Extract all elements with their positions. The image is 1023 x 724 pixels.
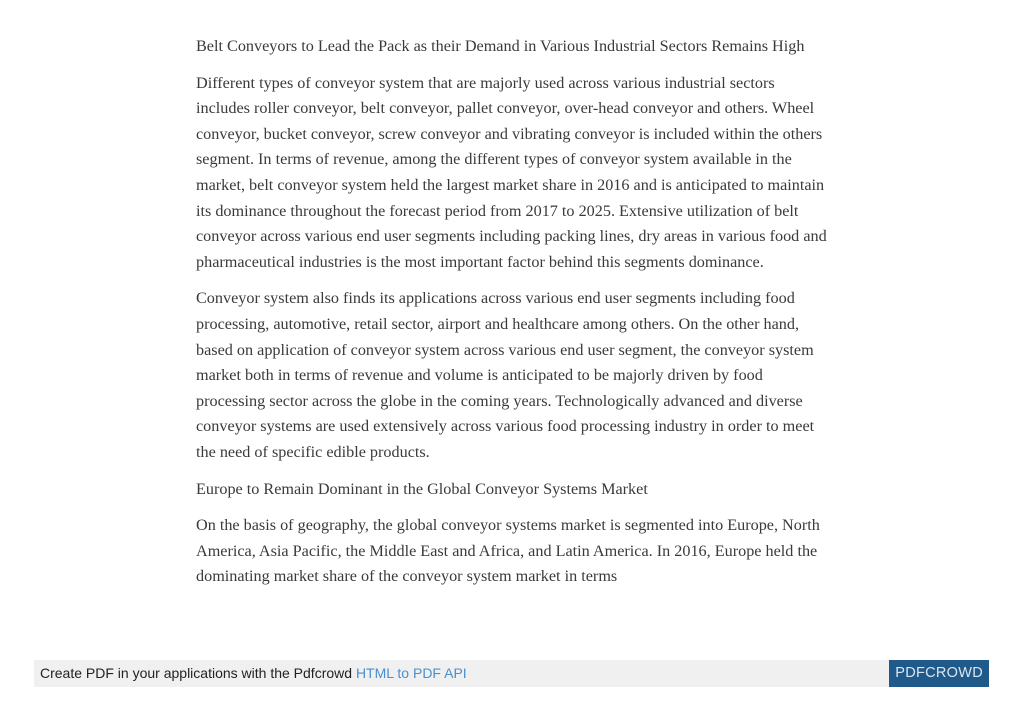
paragraph-geography: On the basis of geography, the global conveyor systems market is segmented into Europe, North America, Asia Pacific, the Middle East and Africa, and Latin America. In 2016, Europe held the dominating market share of the conveyor system market in terms	[196, 516, 820, 586]
footer-text	[40, 660, 467, 687]
section-heading-belt-conveyors: Belt Conveyors to Lead the Pack as their Demand in Various Industrial Sectors Remains High	[196, 37, 805, 55]
paragraph-conveyor-types: Different types of conveyor system that are majorly used across various industrial sectors includes roller conveyor, belt conveyor, pallet conveyor, over-head conveyor and others. Wheel conveyor, bucket conveyor, screw conveyor and vibrating conveyor is included within the others segment. In terms of revenue, among the different types of conveyor system available in the market, belt conveyor system held the largest market share in 2016 and is anticipated to maintain its dominance throughout the forecast period from 2017 to 2025. Extensive utilization of belt conveyor across various end user segments including packing lines, dry areas in various food and pharmaceutical industries is the most important factor behind this segments dominance.	[196, 73, 827, 271]
html-to-pdf-api-link[interactable]: HTML to PDF API	[355, 665, 467, 681]
pdfcrowd-brand-button[interactable]: PDFCROWD	[889, 660, 989, 687]
article-body	[196, 34, 828, 601]
footer-prefix: Create PDF in your applications with the Pdfcrowd	[40, 665, 356, 681]
pdfcrowd-footer-bar	[34, 660, 989, 687]
section-heading-europe: Europe to Remain Dominant in the Global Conveyor Systems Market	[196, 479, 648, 498]
paragraph-end-user-segments: Conveyor system also finds its applications across various end user segments including food processing, automotive, retail sector, airport and healthcare among others. On the other hand, based on application of conveyor system across various end user segment, the conveyor system market both in terms of revenue and volume is anticipated to be majorly driven by food processing sector across the globe in the coming years. Technologically advanced and diverse conveyor systems are used extensively across various food processing industry in order to meet the need of specific edible products.	[196, 289, 815, 461]
